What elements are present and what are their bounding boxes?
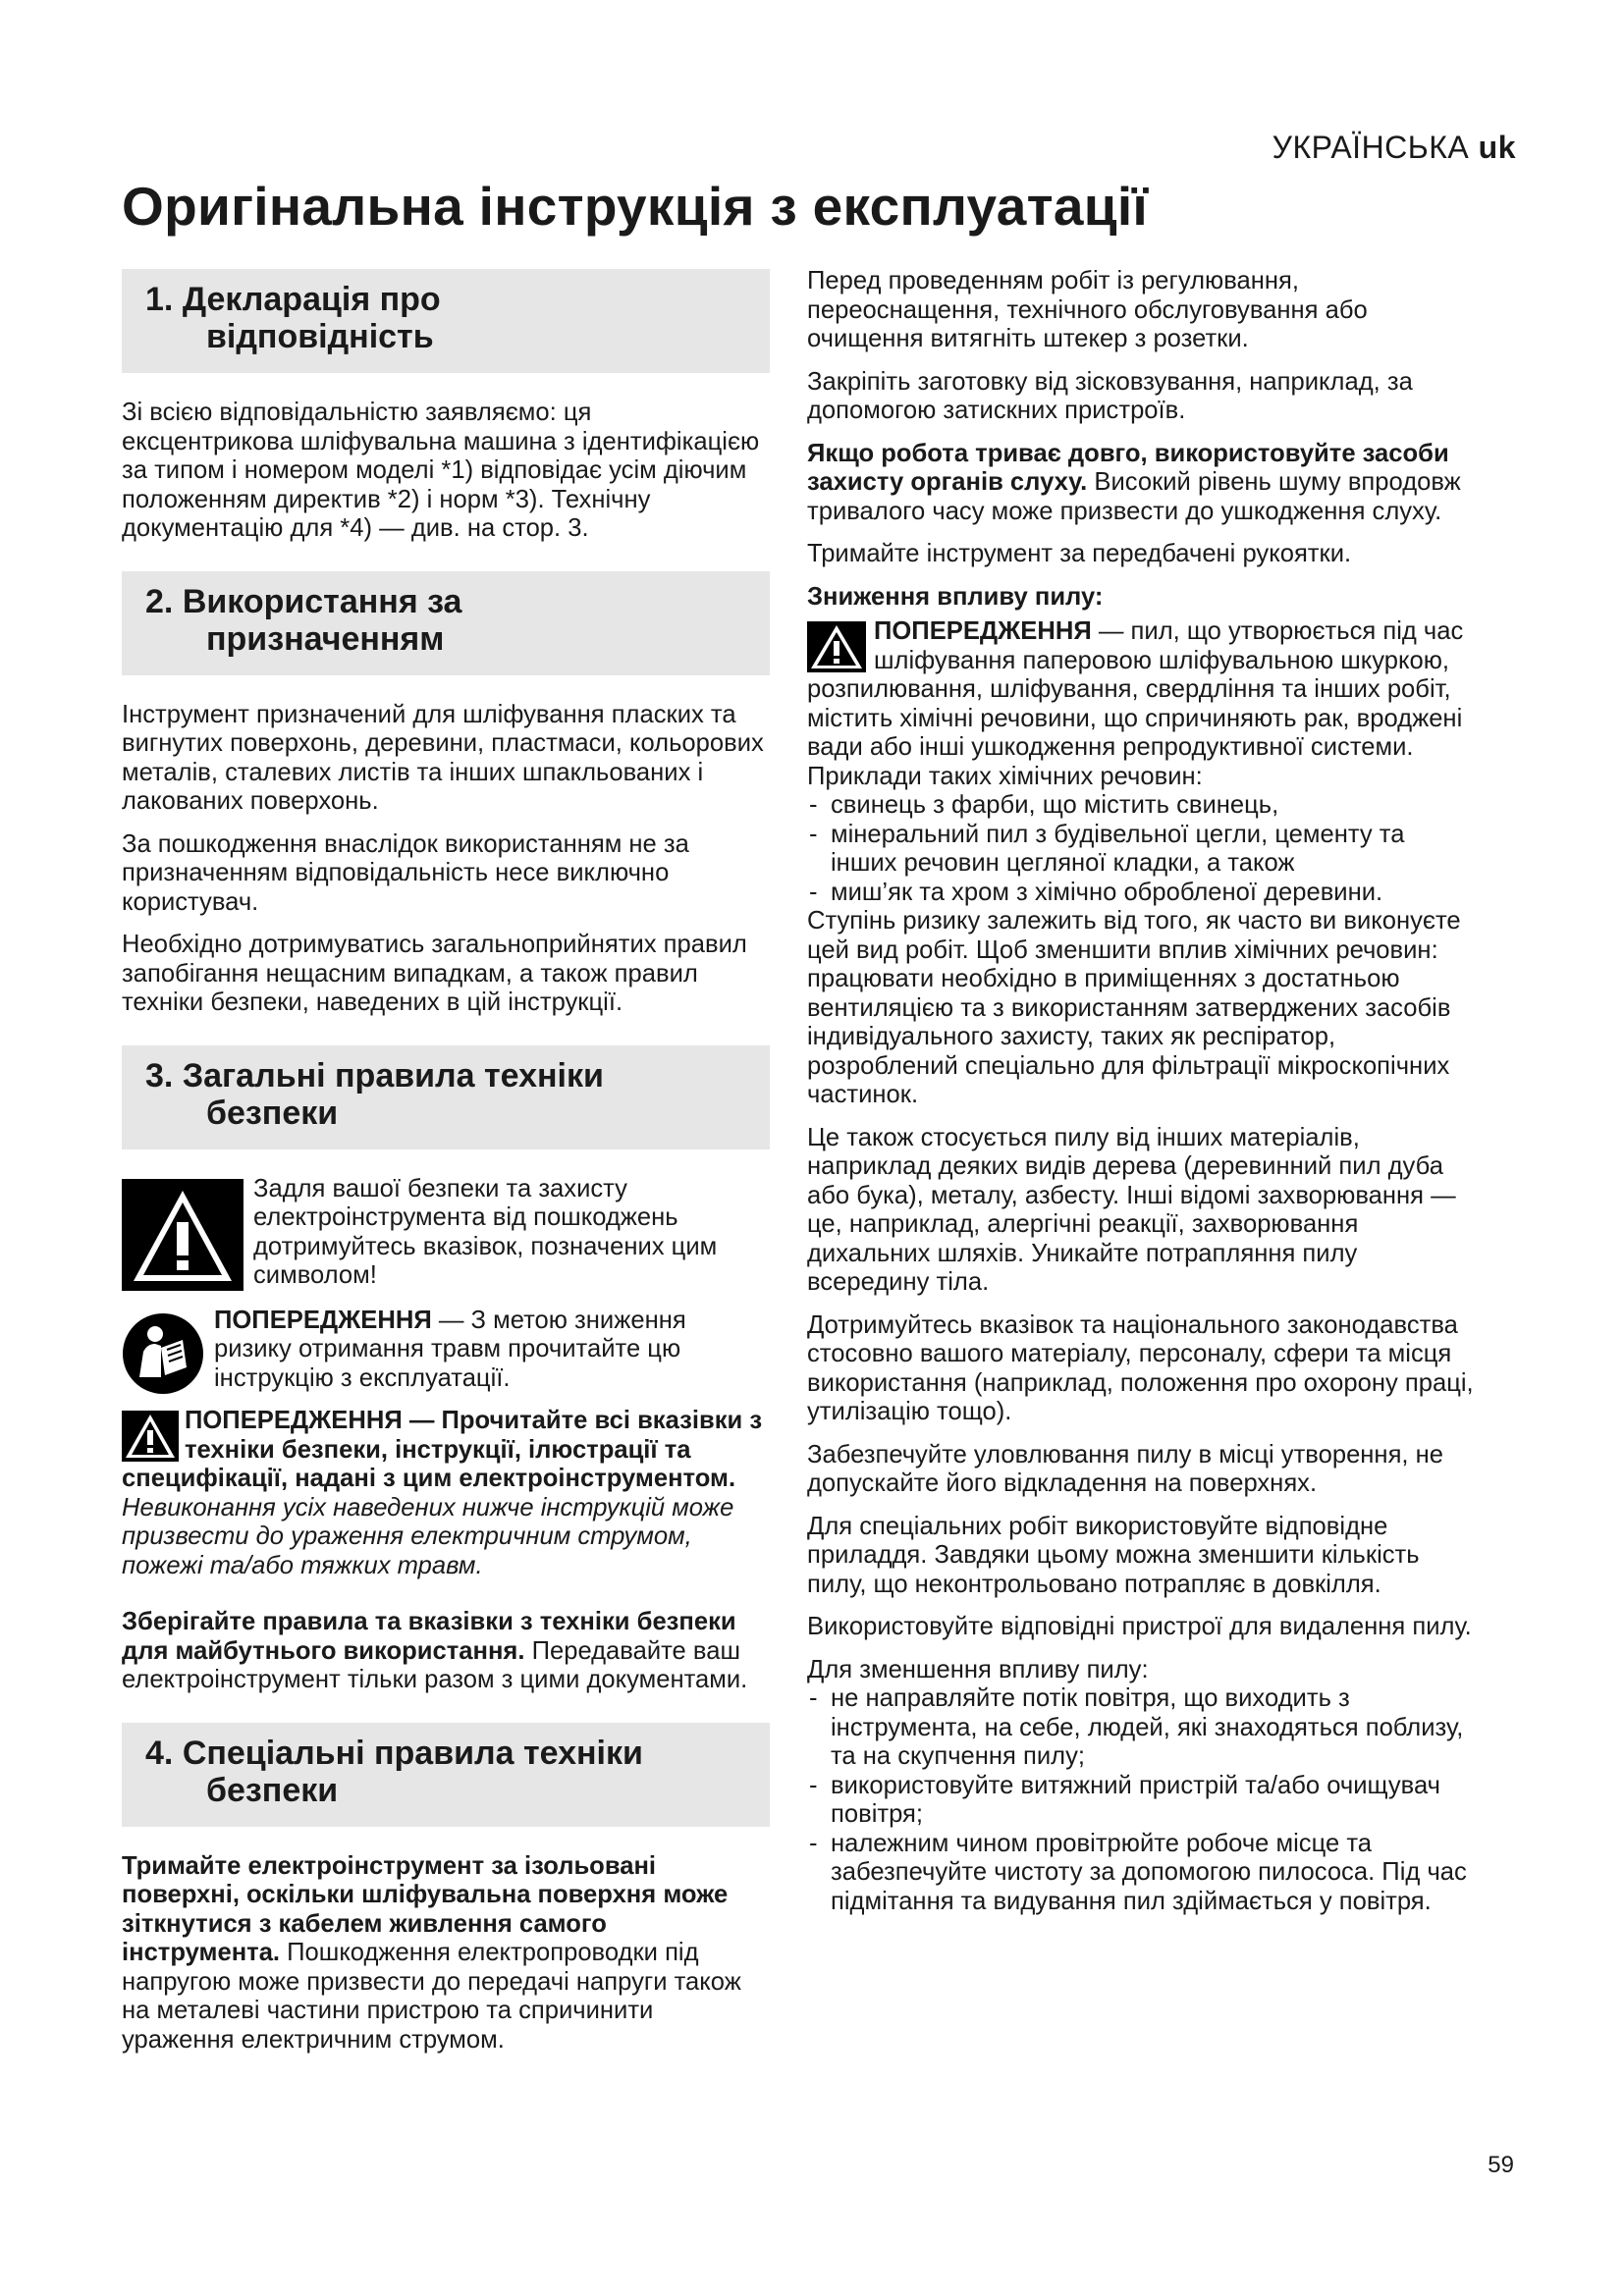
section-1-heading bbox=[122, 269, 770, 373]
list-item: - використовуйте витяжний пристрій та/або очищувач повітря; bbox=[807, 1772, 1475, 1830]
extraction-paragraph: Використовуйте відповідні пристрої для видалення пилу. bbox=[807, 1613, 1472, 1640]
section-4-title-line1: Спеціальні правила техніки bbox=[182, 1734, 643, 1772]
section-1-title-line2: відповідність bbox=[206, 318, 434, 355]
language-name: УКРАЇНСЬКА bbox=[1272, 130, 1470, 165]
section-4-title-line2: безпеки bbox=[206, 1771, 339, 1809]
list-item: - не направляйте потік повітря, що виходить з інструмента, на себе, людей, які знаходяться поблизу, та на скупчення пилу; bbox=[807, 1684, 1475, 1772]
section-2-title-line2: призначенням bbox=[206, 619, 445, 658]
section-4-bold: Тримайте електроінструмент за ізольовані поверхні, оскільки шліфувальна поверхня може зіткнутися з кабелем живлення самого інструмента. bbox=[122, 1851, 729, 1966]
chemicals-list bbox=[807, 791, 1475, 907]
handles-paragraph: Тримайте інструмент за передбачені рукоятки. bbox=[807, 540, 1352, 567]
hearing-bold: Якщо робота триває довго, використовуйте засоби захисту органів слуху. bbox=[807, 439, 1449, 496]
section-4-heading bbox=[122, 1723, 770, 1827]
right-column bbox=[807, 267, 1475, 1916]
dust-warning-label: ПОПЕРЕДЖЕННЯ bbox=[874, 617, 1092, 645]
keep-instructions-text: Передавайте ваш електроінструмент тільки разом з цими документами. bbox=[122, 1636, 748, 1693]
keep-instructions bbox=[122, 1608, 770, 1695]
language-label bbox=[1272, 130, 1516, 166]
read-manual-warning-text: — З метою зниження ризику отримання травм прочитайте цю інструкцію з експлуатації. bbox=[214, 1306, 686, 1392]
page-title: Оригінальна інструкція з експлуатації bbox=[122, 176, 1149, 237]
reduce-heading: Для зменшення впливу пилу: bbox=[807, 1655, 1149, 1683]
read-manual-warning-label: ПОПЕРЕДЖЕННЯ bbox=[214, 1306, 432, 1334]
dust-heading: Зниження впливу пилу: bbox=[807, 582, 1104, 611]
dust-warning-text: — пил, що утворюється під час шліфування паперовою шліфувальною шкуркою, розпилювання, шліфування, свердління та інших робіт, містить хімічні речовини, що спричиняють рак, вроджені вади або інші ушкодження репродуктивної системи. Приклади таких хімічних речовин: bbox=[807, 617, 1464, 790]
other-materials-paragraph: Це також стосується пилу від інших матеріалів, наприклад деяких видів дерева (деревинний пил дуба або бука), металу, азбесту. Інші відомі захворювання — це, наприклад, алергічні реакції, захворювання дихальних шляхів. Уникайте потрапляння пилу всередину тіла. bbox=[807, 1123, 1456, 1296]
read-manual-icon bbox=[122, 1312, 204, 1395]
page-number: 59 bbox=[1488, 2152, 1514, 2178]
left-column bbox=[122, 269, 770, 2068]
section-2-paragraph-1: Інструмент призначений для шліфування пласких та вигнутих поверхонь, деревини, пластмаси, кольорових металів, сталевих листів та інших шпакльованих і лакованих поверхонь. bbox=[122, 700, 764, 815]
warning-triangle-icon bbox=[122, 1411, 179, 1462]
dust-warning bbox=[807, 617, 1475, 791]
section-2-paragraph-2: За пошкодження внаслідок використанням не за призначенням відповідальність несе виключно користувач. bbox=[122, 829, 689, 916]
safety-symbol-block bbox=[122, 1175, 770, 1293]
section-2-title-line1: Використання за bbox=[182, 582, 462, 620]
section-4-paragraph bbox=[122, 1852, 770, 2056]
reduce-list bbox=[807, 1684, 1475, 1916]
section-3-title-line2: безпеки bbox=[206, 1094, 339, 1132]
section-3-heading bbox=[122, 1045, 770, 1149]
section-4-number: 4. bbox=[145, 1734, 174, 1772]
list-item: - миш’як та хром з хімічно обробленої деревини. bbox=[807, 879, 1475, 908]
general-warning-italic: Невиконання усіх наведених нижче інструкцій може призвести до ураження електричним струмом, пожежі та/або тяжких травм. bbox=[122, 1493, 734, 1579]
keep-instructions-bold: Зберігайте правила та вказівки з техніки безпеки для майбутнього використання. bbox=[122, 1608, 736, 1665]
accessories-paragraph: Для спеціальних робіт використовуйте відповідне приладдя. Завдяки цьому можна зменшити кількість пилу, що неконтрольовано потрапляє в довкілля. bbox=[807, 1512, 1420, 1598]
read-manual-block bbox=[122, 1307, 770, 1394]
section-4-text: Пошкодження електропроводки під напругою може призвести до передачі напруги також на металеві частини пристрою та спричинити ураження електричним струмом. bbox=[122, 1939, 741, 2054]
workpiece-paragraph: Закріпіть заготовку від зісковзування, наприклад, за допомогою затискних пристроїв. bbox=[807, 367, 1413, 424]
section-3-title-line1: Загальні правила техніки bbox=[182, 1056, 604, 1095]
read-manual-text bbox=[122, 1307, 770, 1394]
regulations-paragraph: Дотримуйтесь вказівок та національного законодавства стосовно вашого матеріалу, персоналу, сфери та місця використання (наприклад, положення про охорону праці, утилізацію тощо). bbox=[807, 1310, 1474, 1425]
safety-symbol-text: Задля вашої безпеки та захисту електроінструмента від пошкоджень дотримуйтесь вказівок, позначених цим символом! bbox=[253, 1174, 718, 1289]
section-1-paragraph: Зі всією відповідальністю заявляємо: ця ексцентрикова шліфувальна машина з ідентифікацією за типом і номером моделі *1) відповідає усім діючим положенням директив *2) і норм *3). Технічну документацію для *4) — див. на стор. 3. bbox=[122, 399, 760, 542]
list-item: - належним чином провітрюйте робоче місце та забезпечуйте чистоту за допомогою пилососа. Під час підмітання та видування пил здіймається у повітря. bbox=[807, 1830, 1475, 1917]
section-2-number: 2. bbox=[145, 582, 174, 620]
list-item: - свинець з фарби, що містить свинець, bbox=[807, 791, 1475, 821]
hearing-paragraph bbox=[807, 440, 1475, 527]
section-1-title-line1: Декларація про bbox=[182, 281, 441, 318]
general-warning bbox=[122, 1407, 770, 1580]
section-2-heading bbox=[122, 571, 770, 675]
section-2-paragraph-3: Необхідно дотримуватись загальноприйнятих правил запобігання нещасним випадкам, а також правил техніки безпеки, наведених в цій інструкції. bbox=[122, 931, 747, 1016]
hearing-text: Високий рівень шуму впродовж тривалого часу може призвести до ушкодження слуху. bbox=[807, 468, 1461, 525]
risk-paragraph: Ступінь ризику залежить від того, як часто ви виконуєте цей вид робіт. Щоб зменшити вплив хімічних речовин: працювати необхідно в приміщеннях з достатньою вентиляцією та з використанням затверджених засобів індивідуального захисту, таких як респіратор, розроблений спеціально для фільтрації мікроскопічних частинок. bbox=[807, 907, 1461, 1108]
warning-triangle-icon bbox=[122, 1179, 244, 1291]
section-3-number: 3. bbox=[145, 1056, 174, 1095]
list-item: - мінеральний пил з будівельної цегли, цементу та інших речовин цегляної кладки, а також bbox=[807, 821, 1475, 879]
unplug-paragraph: Перед проведенням робіт із регулювання, переоснащення, технічного обслуговування або очищення витягніть штекер з розетки. bbox=[807, 267, 1368, 352]
language-code: uk bbox=[1478, 130, 1516, 165]
warning-triangle-icon bbox=[807, 621, 866, 672]
dust-capture-paragraph: Забезпечуйте уловлювання пилу в місці утворення, не допускайте його відкладення на поверхнях. bbox=[807, 1440, 1444, 1497]
general-warning-bold: ПОПЕРЕДЖЕННЯ — Прочитайте всі вказівки з техніки безпеки, інструкції, ілюстрації та специфікації, надані з цим електроінструментом. bbox=[122, 1407, 763, 1492]
section-1-number: 1. bbox=[145, 281, 174, 318]
